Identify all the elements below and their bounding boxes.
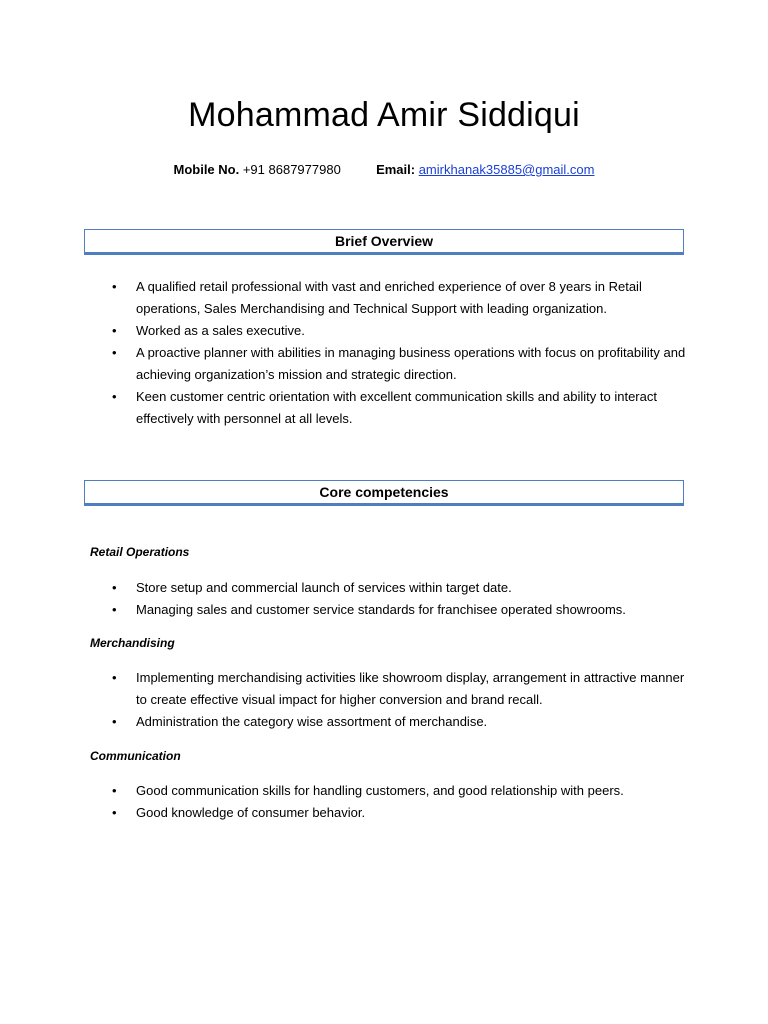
list-item [108, 802, 688, 824]
bullet-icon: • [112, 389, 117, 404]
retail-operations-list [108, 577, 688, 621]
list-item-text: Worked as a sales executive. [136, 323, 305, 338]
list-item [108, 599, 688, 621]
email-label: Email: [376, 162, 416, 177]
list-item [108, 320, 688, 342]
bullet-icon: • [112, 580, 117, 595]
bullet-icon: • [112, 805, 117, 820]
candidate-name: Mohammad Amir Siddiqui [188, 96, 580, 134]
list-item-text: Keen customer centric orientation with excellent communication skills and ability to interact effectively with personnel at all levels. [136, 389, 657, 426]
bullet-icon: • [112, 714, 117, 729]
email-link[interactable]: amirkhanak35885@gmail.com [418, 162, 595, 177]
list-item-text: Implementing merchandising activities like showroom display, arrangement in attractive manner to create effective visual impact for higher conversion and brand recall. [136, 670, 685, 707]
bullet-icon: • [112, 670, 117, 685]
subheading-merchandising: Merchandising [90, 636, 175, 650]
list-item-text: Good knowledge of consumer behavior. [136, 805, 366, 820]
list-item-text: Good communication skills for handling customers, and good relationship with peers. [136, 783, 624, 798]
list-item [108, 276, 688, 320]
subheading-communication: Communication [90, 749, 181, 763]
list-item-text: Store setup and commercial launch of services within target date. [136, 580, 512, 595]
list-item [108, 667, 688, 711]
list-item [108, 342, 688, 386]
overview-list [108, 276, 688, 430]
bullet-icon: • [112, 345, 117, 360]
list-item [108, 577, 688, 599]
list-item-text: A qualified retail professional with vast and enriched experience of over 8 years in Retail operations, Sales Merchandising and Technical Support with leading organization. [136, 279, 642, 316]
communication-list [108, 780, 688, 824]
section-header-brief-overview: Brief Overview [84, 229, 684, 255]
list-item-text: Administration the category wise assortment of merchandise. [136, 714, 488, 729]
bullet-icon: • [112, 279, 117, 294]
list-item [108, 711, 688, 733]
list-item-text: A proactive planner with abilities in managing business operations with focus on profitability and achieving organization’s mission and strategic direction. [136, 345, 686, 382]
merchandising-list [108, 667, 688, 733]
bullet-icon: • [112, 783, 117, 798]
list-item-text: Managing sales and customer service standards for franchisee operated showrooms. [136, 602, 626, 617]
subheading-retail-operations: Retail Operations [90, 545, 190, 559]
mobile-number: +91 8687977980 [242, 162, 341, 177]
bullet-icon: • [112, 323, 117, 338]
list-item [108, 780, 688, 802]
contact-line [0, 162, 768, 177]
list-item [108, 386, 688, 430]
section-header-core-competencies: Core competencies [84, 480, 684, 506]
mobile-label: Mobile No. [173, 162, 240, 177]
bullet-icon: • [112, 602, 117, 617]
